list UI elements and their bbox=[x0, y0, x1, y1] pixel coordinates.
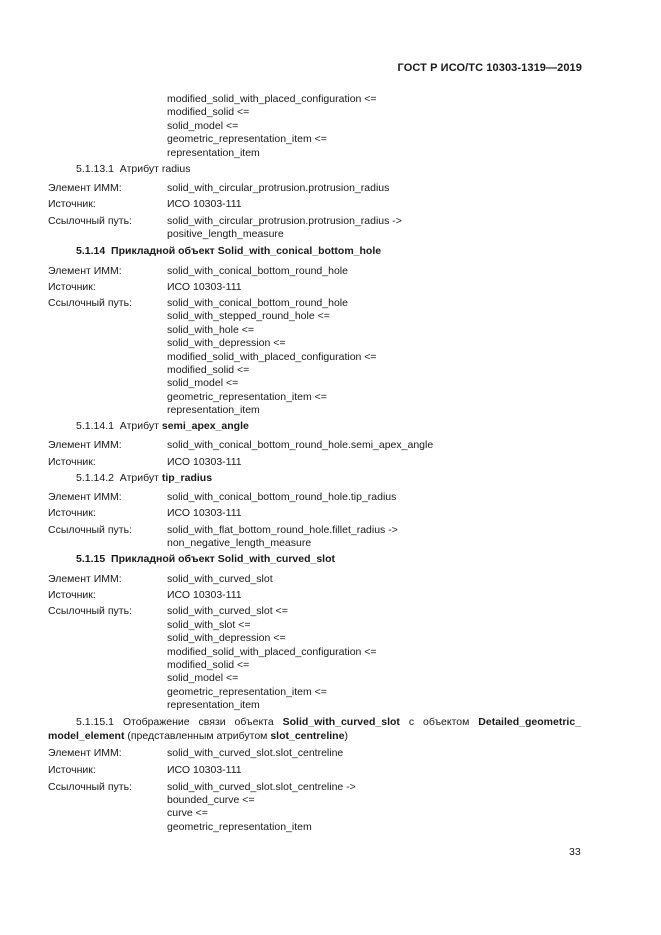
element-row: Элемент ИММ: solid_with_curved_slot.slot_centreline bbox=[48, 747, 344, 759]
path-line: modified_solid_with_placed_configuration <= bbox=[167, 93, 377, 105]
subsection-heading: 5.1.13.1 Атрибут radius bbox=[76, 163, 191, 175]
path-line: modified_solid_with_placed_configuration <= bbox=[167, 646, 377, 658]
element-row: Элемент ИММ: solid_with_circular_protrusion.protrusion_radius bbox=[48, 182, 390, 194]
element-row: Элемент ИММ: solid_with_conical_bottom_round_hole bbox=[48, 265, 348, 277]
path-line: non_negative_length_measure bbox=[167, 537, 312, 549]
mapping-paragraph: 5.1.15.1 Отображение связи объекта Solid_with_curved_slot с объектом Detailed_geometric_ model_element (представленным атрибутом slot_centreline) bbox=[48, 716, 582, 742]
path-line: solid_with_stepped_round_hole <= bbox=[167, 310, 330, 322]
path-line: bounded_curve <= bbox=[167, 794, 255, 806]
path-line: geometric_representation_item <= bbox=[167, 391, 327, 403]
element-row: Элемент ИММ: solid_with_conical_bottom_round_hole.tip_radius bbox=[48, 491, 397, 503]
subsection-heading: 5.1.14.1 Атрибут semi_apex_angle bbox=[76, 420, 249, 432]
path-row: Ссылочный путь: solid_with_conical_bottom_round_hole bbox=[48, 297, 348, 309]
path-line: modified_solid_with_placed_configuration <= bbox=[167, 351, 377, 363]
path-line: solid_model <= bbox=[167, 377, 239, 389]
page-number: 33 bbox=[569, 846, 581, 858]
source-row: Источник: ИСО 10303-111 bbox=[48, 507, 242, 519]
path-line: representation_item bbox=[167, 404, 260, 416]
path-line: geometric_representation_item <= bbox=[167, 686, 327, 698]
source-row: Источник: ИСО 10303-111 bbox=[48, 456, 242, 468]
path-line: geometric_representation_item bbox=[167, 821, 312, 833]
path-line: solid_with_slot <= bbox=[167, 619, 251, 631]
path-row: Ссылочный путь: solid_with_flat_bottom_round_hole.fillet_radius -> bbox=[48, 524, 398, 536]
path-row: Ссылочный путь: solid_with_curved_slot <= bbox=[48, 605, 288, 617]
path-line: solid_model <= bbox=[167, 672, 239, 684]
path-line: modified_solid <= bbox=[167, 106, 250, 118]
source-row: Источник: ИСО 10303-111 bbox=[48, 589, 242, 601]
path-line: modified_solid <= bbox=[167, 364, 250, 376]
source-row: Источник: ИСО 10303-111 bbox=[48, 281, 242, 293]
path-line: geometric_representation_item <= bbox=[167, 133, 327, 145]
path-line: representation_item bbox=[167, 699, 260, 711]
element-row: Элемент ИММ: solid_with_curved_slot bbox=[48, 573, 273, 585]
document-header: ГОСТ Р ИСО/ТС 10303-1319—2019 bbox=[397, 62, 582, 74]
source-row: Источник: ИСО 10303-111 bbox=[48, 198, 242, 210]
section-heading: 5.1.15 Прикладной объект Solid_with_curved_slot bbox=[76, 553, 336, 565]
path-line: modified_solid <= bbox=[167, 659, 250, 671]
path-row: Ссылочный путь: solid_with_circular_protrusion.protrusion_radius -> bbox=[48, 215, 402, 227]
path-line: curve <= bbox=[167, 807, 208, 819]
element-row: Элемент ИММ: solid_with_conical_bottom_round_hole.semi_apex_angle bbox=[48, 439, 434, 451]
path-line: solid_with_depression <= bbox=[167, 337, 286, 349]
section-heading: 5.1.14 Прикладной объект Solid_with_conical_bottom_hole bbox=[76, 245, 382, 257]
path-line: positive_length_measure bbox=[167, 228, 284, 240]
path-line: representation_item bbox=[167, 147, 260, 159]
path-row: Ссылочный путь: solid_with_curved_slot.slot_centreline -> bbox=[48, 781, 356, 793]
subsection-heading: 5.1.14.2 Атрибут tip_radius bbox=[76, 472, 213, 484]
path-line: solid_with_depression <= bbox=[167, 632, 286, 644]
path-line: solid_with_hole <= bbox=[167, 324, 254, 336]
source-row: Источник: ИСО 10303-111 bbox=[48, 764, 242, 776]
path-line: solid_model <= bbox=[167, 120, 239, 132]
